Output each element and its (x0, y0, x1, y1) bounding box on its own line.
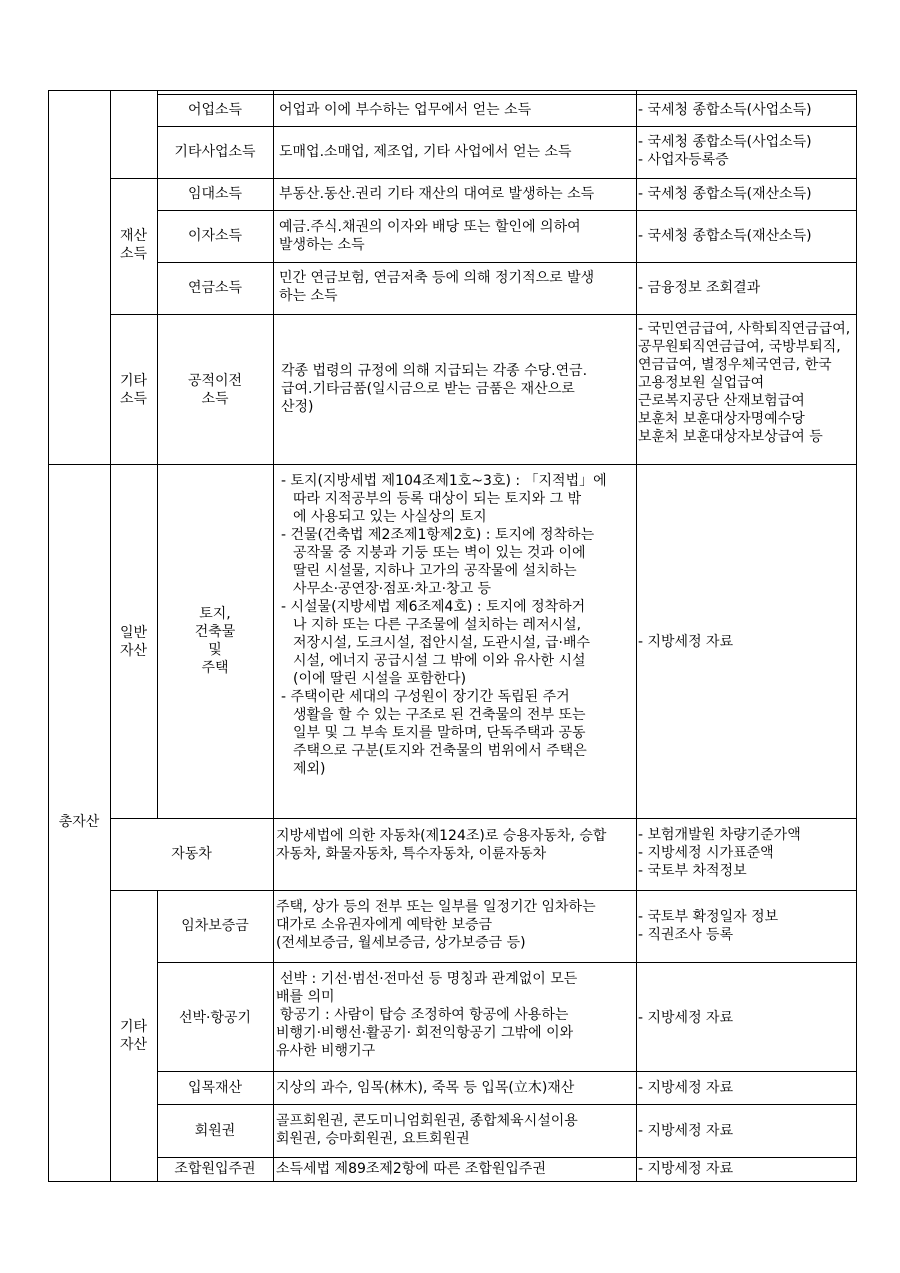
description-line: 딸린 시설물, 지하나 고가의 공작물에 설치하는 (293, 563, 577, 579)
description (276, 827, 606, 863)
item-label: 선박·항공기 (178, 1010, 252, 1026)
item-label-line: 건축물 (194, 624, 236, 640)
description-line: 선박 : 기선·범선·전마선 등 명칭과 관계없이 모든 (280, 971, 578, 987)
data-source-line: - 보험개발원 차량기준가액 (638, 827, 801, 843)
data-source (638, 826, 801, 880)
item-label-line: 주택 (201, 660, 229, 676)
description-line: - 토지(지방세법 제104조제1호~3호) : 「지적법」에 (281, 473, 607, 489)
data-source: - 지방세정 자료 (638, 1123, 734, 1139)
description-line: 각종 법령의 규정에 의해 지급되는 각종 수당.연금. (281, 363, 588, 379)
description-line: 항공기 : 사람이 탑승 조정하여 항공에 사용하는 (280, 1007, 569, 1023)
item-label-line: 소득 (201, 391, 229, 407)
description-line: 발생하는 소득 (279, 237, 365, 253)
item-label-line: 공적이전 (187, 373, 243, 389)
item-label: 이자소득 (187, 228, 243, 244)
data-source-line: - 직권조사 등록 (638, 927, 734, 943)
description-line: 회원권, 승마회원권, 요트회원권 (276, 1131, 470, 1147)
item-label: 임대소득 (187, 186, 243, 202)
category-label-line: 재산 (119, 228, 148, 244)
data-source: - 금융정보 조회결과 (638, 280, 761, 296)
data-source-line: - 사업자등록증 (638, 152, 729, 168)
table-border (157, 126, 856, 127)
data-source-line: - 국토부 확정일자 정보 (638, 909, 779, 925)
table-border (157, 210, 856, 211)
table-border (110, 818, 856, 819)
data-source-line: 보훈처 보훈대상자명예수당 (638, 411, 805, 427)
table-border (110, 890, 856, 891)
table-border (48, 1181, 856, 1182)
data-source: - 지방세정 자료 (638, 1010, 734, 1026)
table-border (48, 90, 49, 1182)
item-label: 입목재산 (187, 1080, 243, 1096)
description-line: 비행기·비행선·활공기· 회전익항공기 그밖에 이와 (276, 1025, 574, 1041)
data-source (638, 133, 812, 169)
description: 부동산.동산.권리 기타 재산의 대여로 발생하는 소득 (279, 186, 595, 202)
table-border (157, 262, 856, 263)
item-label-line: 및 (208, 642, 222, 658)
table-border (110, 314, 856, 315)
description-line: 사무소·공연장·점포·차고·창고 등 (293, 581, 492, 597)
table-border (157, 1104, 856, 1105)
data-source-line: 근로복지공단 산재보험급여 (638, 393, 805, 409)
description (279, 218, 581, 254)
description (281, 362, 587, 416)
category-label-line: 자산 (119, 1037, 148, 1053)
data-source-line: 고용정보원 실업급여 (638, 375, 765, 391)
description-line: 배를 의미 (276, 989, 335, 1005)
item-label-line: 토지, (199, 606, 231, 622)
data-source-line: 보훈처 보훈대상자보상급여 등 (638, 429, 823, 445)
data-source: - 지방세정 자료 (638, 1161, 734, 1177)
section-label-total-assets: 총자산 (58, 814, 100, 830)
data-source: - 국세청 종합소득(재산소득) (638, 186, 812, 202)
item-label: 회원권 (194, 1123, 236, 1139)
table-border (110, 178, 856, 179)
data-source (638, 908, 778, 944)
description-line: 하는 소득 (279, 288, 338, 304)
description-line: 급여.기타금품(일시금으로 받는 금품은 재산으로 (281, 381, 575, 397)
description-line: 저장시설, 도크시설, 접안시설, 도관시설, 급·배수 (293, 635, 591, 651)
table-border (636, 90, 637, 1182)
category-label-line: 자산 (119, 643, 148, 659)
description: 어업과 이에 부수하는 업무에서 얻는 소득 (279, 102, 532, 118)
description (276, 970, 577, 1060)
description-paragraph (281, 598, 607, 688)
description-paragraph (281, 688, 607, 778)
item-label (157, 605, 273, 677)
category-label (110, 227, 157, 263)
category-label (110, 372, 157, 408)
category-label-line: 소득 (119, 391, 148, 407)
table-border (157, 962, 856, 963)
description-line: 공작물 중 지붕과 기둥 또는 벽이 있는 것과 이에 (293, 545, 586, 561)
item-label: 어업소득 (187, 102, 243, 118)
description: 소득세법 제89조제2항에 따른 조합원입주권 (276, 1161, 546, 1177)
data-source-line: 연금급여, 별정우체국연금, 한국 (638, 357, 832, 373)
description-line: 대가로 소유권자에게 예탁한 보증금 (276, 917, 493, 933)
item-label: 기타사업소득 (174, 144, 256, 160)
description-line: 지방세법에 의한 자동차(제124조)로 승용자동차, 승합 (276, 828, 607, 844)
data-source-line: - 국세청 종합소득(사업소득) (638, 134, 812, 150)
description (279, 269, 594, 305)
table-border (157, 1071, 856, 1072)
description-line: 에 사용되고 있는 사실상의 토지 (293, 509, 487, 525)
description-line: 주택, 상가 등의 전부 또는 일부를 일정기간 임차하는 (276, 899, 596, 915)
data-source (638, 320, 850, 446)
description-paragraph (281, 472, 607, 526)
description-line: (전세보증금, 월세보증금, 상가보증금 등) (276, 935, 526, 951)
data-source: - 지방세정 자료 (638, 634, 734, 650)
category-label (110, 624, 157, 660)
item-label: 연금소득 (187, 280, 243, 296)
description-line: 골프회원권, 콘도미니엄회원권, 종합체육시설이용 (276, 1113, 578, 1129)
category-label (110, 1018, 157, 1054)
item-label: 자동차 (171, 846, 212, 862)
description-line: 생활을 할 수 있는 구조로 된 건축물의 전부 또는 (293, 707, 586, 723)
description-line: 산정) (281, 399, 314, 415)
table-border (157, 1157, 856, 1158)
description-line: 예금.주식.채권의 이자와 배당 또는 할인에 의하여 (279, 219, 581, 235)
table-border (48, 90, 856, 91)
data-source: - 지방세정 자료 (638, 1080, 734, 1096)
data-source-line: - 국토부 차적정보 (638, 863, 747, 879)
description: 지상의 과수, 임목(林木), 죽목 등 입목(立木)재산 (276, 1080, 575, 1096)
description-line: 일부 및 그 부속 토지를 말하며, 단독주택과 공동 (293, 725, 586, 741)
data-source-line: - 국민연금급여, 사학퇴직연금급여, (638, 321, 851, 337)
table-border (157, 94, 856, 95)
description-line: - 시설물(지방세법 제6조제4호) : 토지에 정착하거 (281, 599, 586, 615)
description (281, 472, 607, 778)
category-label-line: 기타 (119, 1019, 148, 1035)
description: 도매업.소매업, 제조업, 기타 사업에서 얻는 소득 (279, 144, 572, 160)
description-line: 시설, 에너지 공급시설 그 밖에 이와 유사한 시설 (293, 653, 586, 669)
table-border (273, 90, 274, 1182)
description-line: 제외) (293, 761, 326, 777)
description-line: - 건물(건축법 제2조제1항제2호) : 토지에 정착하는 (281, 527, 595, 543)
data-source: - 국세청 종합소득(재산소득) (638, 228, 812, 244)
description-paragraph (281, 526, 607, 598)
description-line: - 주택이란 세대의 구성원이 장기간 독립된 주거 (281, 689, 570, 705)
item-label: 조합원입주권 (174, 1161, 256, 1177)
description-line: 유사한 비행기구 (276, 1043, 376, 1059)
description (276, 898, 596, 952)
description-line: 주택으로 구분(토지와 건축물의 범위에서 주택은 (293, 743, 587, 759)
description-line: 민간 연금보험, 연금저축 등에 의해 정기적으로 발생 (279, 270, 595, 286)
description-line: 따라 지적공부의 등록 대상이 되는 토지와 그 밖 (293, 491, 582, 507)
data-source-line: 공무원퇴직연금급여, 국방부퇴직, (638, 339, 841, 355)
description-line: 자동차, 화물자동차, 특수자동차, 이륜자동차 (276, 846, 547, 862)
table-border (856, 90, 857, 1182)
data-source-line: - 지방세정 시가표준액 (638, 845, 774, 861)
description-line: (이에 딸린 시설을 포함한다) (293, 671, 467, 687)
table-border (48, 464, 856, 465)
data-source: - 국세청 종합소득(사업소득) (638, 102, 812, 118)
description (276, 1112, 578, 1148)
category-label-line: 기타 (119, 373, 148, 389)
item-label: 임차보증금 (181, 918, 249, 934)
description-line: 나 지하 또는 다른 구조물에 설치하는 레저시설, (293, 617, 582, 633)
item-label (157, 372, 273, 408)
category-label-line: 소득 (119, 246, 148, 262)
category-label-line: 일반 (119, 625, 148, 641)
